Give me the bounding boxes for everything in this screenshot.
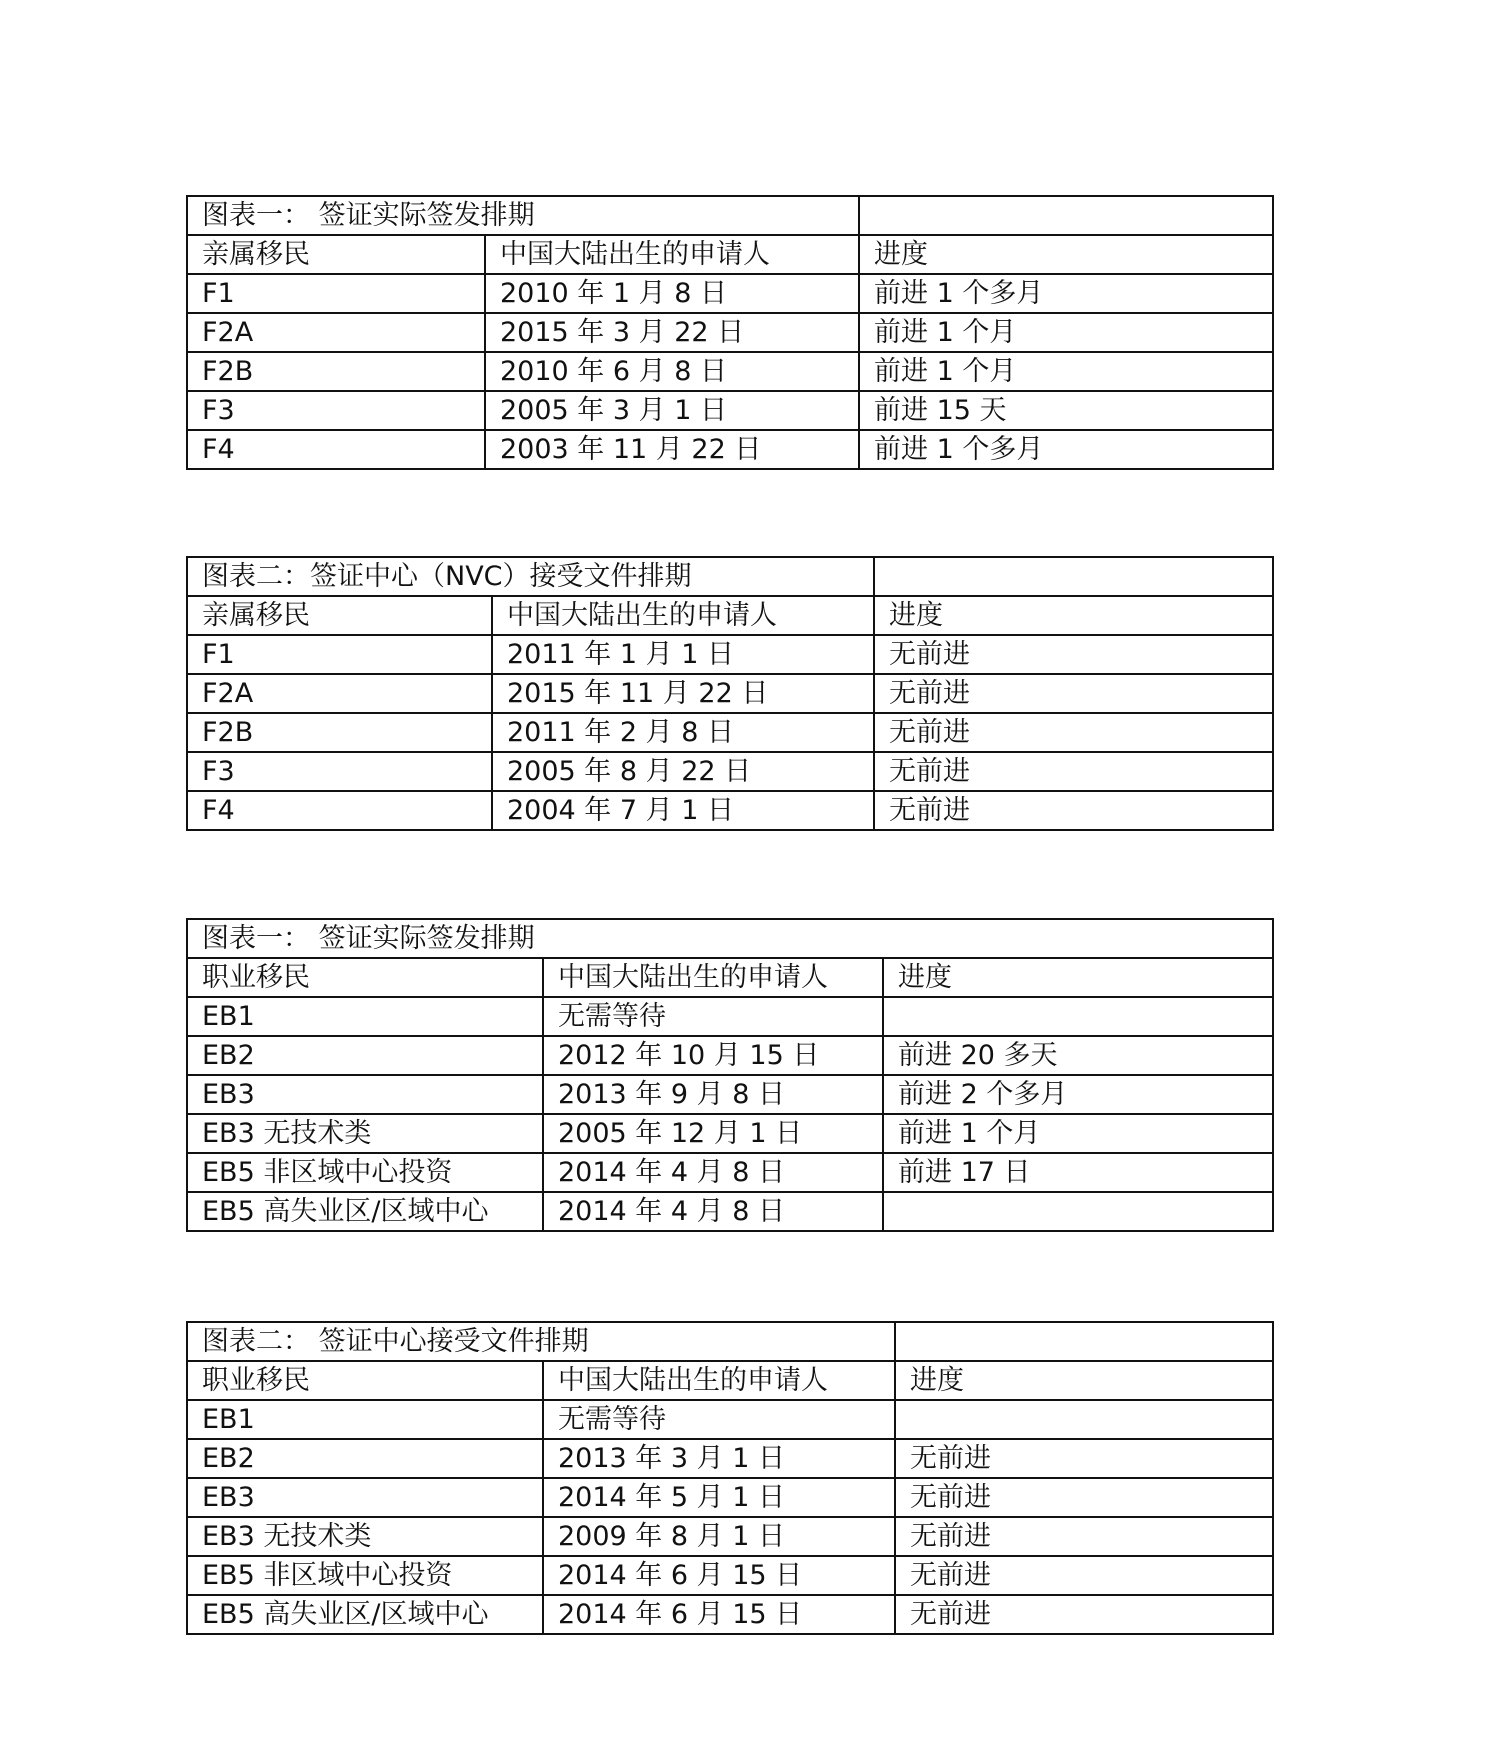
- progress-cell: 无前进: [874, 752, 1273, 791]
- progress-cell: 无前进: [895, 1478, 1273, 1517]
- table-title: 图表一： 签证实际签发排期: [187, 196, 859, 235]
- category-cell: F2A: [187, 313, 485, 352]
- column-header-progress: 进度: [859, 235, 1273, 274]
- progress-cell: 前进 20 多天: [883, 1036, 1273, 1075]
- table-row: [187, 1556, 1273, 1595]
- table-title-empty-cell: [859, 196, 1273, 235]
- table-row: [187, 1400, 1273, 1439]
- category-cell: EB5 非区域中心投资: [187, 1556, 543, 1595]
- progress-cell: 前进 17 日: [883, 1153, 1273, 1192]
- date-cell: 2005 年 8 月 22 日: [492, 752, 874, 791]
- column-header-applicant: 中国大陆出生的申请人: [543, 1361, 895, 1400]
- table-row: [187, 391, 1273, 430]
- table-row: [187, 313, 1273, 352]
- date-cell: 2014 年 4 月 8 日: [543, 1192, 883, 1231]
- table-row: [187, 1153, 1273, 1192]
- column-header-progress: 进度: [895, 1361, 1273, 1400]
- date-cell: 2011 年 1 月 1 日: [492, 635, 874, 674]
- category-cell: F3: [187, 752, 492, 791]
- category-cell: EB2: [187, 1439, 543, 1478]
- table-row: [187, 1517, 1273, 1556]
- progress-cell: 前进 2 个多月: [883, 1075, 1273, 1114]
- table-row: [187, 674, 1273, 713]
- date-cell: 2004 年 7 月 1 日: [492, 791, 874, 830]
- category-cell: F3: [187, 391, 485, 430]
- category-cell: EB2: [187, 1036, 543, 1075]
- category-cell: EB5 非区域中心投资: [187, 1153, 543, 1192]
- table-row: [187, 1075, 1273, 1114]
- column-header-applicant: 中国大陆出生的申请人: [485, 235, 859, 274]
- table-row: [187, 274, 1273, 313]
- table-header-row: [187, 958, 1273, 997]
- column-header-category: 亲属移民: [187, 596, 492, 635]
- date-cell: 2010 年 1 月 8 日: [485, 274, 859, 313]
- category-cell: F4: [187, 791, 492, 830]
- date-cell: 2014 年 5 月 1 日: [543, 1478, 895, 1517]
- category-cell: F1: [187, 635, 492, 674]
- date-cell: 2011 年 2 月 8 日: [492, 713, 874, 752]
- progress-cell: 前进 1 个月: [883, 1114, 1273, 1153]
- category-cell: EB3: [187, 1478, 543, 1517]
- table-title-empty-cell: [874, 557, 1273, 596]
- date-cell: 2010 年 6 月 8 日: [485, 352, 859, 391]
- family-nvc-filing-table: [186, 556, 1274, 831]
- category-cell: EB5 高失业区/区域中心: [187, 1192, 543, 1231]
- category-cell: F2B: [187, 713, 492, 752]
- column-header-category: 亲属移民: [187, 235, 485, 274]
- progress-cell: 无前进: [895, 1439, 1273, 1478]
- progress-cell: 无前进: [895, 1517, 1273, 1556]
- column-header-category: 职业移民: [187, 958, 543, 997]
- table-row: [187, 430, 1273, 469]
- date-cell: 2009 年 8 月 1 日: [543, 1517, 895, 1556]
- category-cell: EB3 无技术类: [187, 1517, 543, 1556]
- date-cell: 2013 年 3 月 1 日: [543, 1439, 895, 1478]
- table-row: [187, 1478, 1273, 1517]
- date-cell: 无需等待: [543, 997, 883, 1036]
- table-row: [187, 635, 1273, 674]
- table-row: [187, 1192, 1273, 1231]
- table-row: [187, 752, 1273, 791]
- category-cell: F2B: [187, 352, 485, 391]
- progress-cell: 无前进: [874, 791, 1273, 830]
- progress-cell: 前进 1 个月: [859, 313, 1273, 352]
- table-title: 图表二：签证中心（NVC）接受文件排期: [187, 557, 874, 596]
- table-row: [187, 1114, 1273, 1153]
- employment-nvc-filing-table: [186, 1321, 1274, 1635]
- date-cell: 无需等待: [543, 1400, 895, 1439]
- progress-cell: 前进 1 个多月: [859, 430, 1273, 469]
- column-header-progress: 进度: [883, 958, 1273, 997]
- table-row: [187, 352, 1273, 391]
- category-cell: EB3: [187, 1075, 543, 1114]
- table-header-row: [187, 235, 1273, 274]
- table-title: 图表二： 签证中心接受文件排期: [187, 1322, 895, 1361]
- progress-cell: 无前进: [874, 713, 1273, 752]
- date-cell: 2014 年 6 月 15 日: [543, 1595, 895, 1634]
- category-cell: F4: [187, 430, 485, 469]
- progress-cell: 无前进: [895, 1595, 1273, 1634]
- table-title-row: [187, 196, 1273, 235]
- progress-cell: [883, 997, 1273, 1036]
- table-row: [187, 1439, 1273, 1478]
- date-cell: 2015 年 11 月 22 日: [492, 674, 874, 713]
- category-cell: F2A: [187, 674, 492, 713]
- table-header-row: [187, 1361, 1273, 1400]
- table-row: [187, 1595, 1273, 1634]
- category-cell: EB5 高失业区/区域中心: [187, 1595, 543, 1634]
- category-cell: EB1: [187, 1400, 543, 1439]
- progress-cell: 前进 1 个多月: [859, 274, 1273, 313]
- category-cell: EB1: [187, 997, 543, 1036]
- date-cell: 2005 年 3 月 1 日: [485, 391, 859, 430]
- table-row: [187, 1036, 1273, 1075]
- date-cell: 2012 年 10 月 15 日: [543, 1036, 883, 1075]
- progress-cell: [883, 1192, 1273, 1231]
- table-title-row: [187, 1322, 1273, 1361]
- table-title-empty-cell: [895, 1322, 1273, 1361]
- column-header-category: 职业移民: [187, 1361, 543, 1400]
- progress-cell: 无前进: [895, 1556, 1273, 1595]
- table-title: 图表一： 签证实际签发排期: [187, 919, 1273, 958]
- progress-cell: 前进 15 天: [859, 391, 1273, 430]
- date-cell: 2014 年 6 月 15 日: [543, 1556, 895, 1595]
- date-cell: 2013 年 9 月 8 日: [543, 1075, 883, 1114]
- progress-cell: 前进 1 个月: [859, 352, 1273, 391]
- category-cell: EB3 无技术类: [187, 1114, 543, 1153]
- table-title-row: [187, 919, 1273, 958]
- column-header-applicant: 中国大陆出生的申请人: [492, 596, 874, 635]
- progress-cell: 无前进: [874, 635, 1273, 674]
- table-row: [187, 713, 1273, 752]
- progress-cell: 无前进: [874, 674, 1273, 713]
- date-cell: 2005 年 12 月 1 日: [543, 1114, 883, 1153]
- table-header-row: [187, 596, 1273, 635]
- table-row: [187, 997, 1273, 1036]
- date-cell: 2014 年 4 月 8 日: [543, 1153, 883, 1192]
- family-visa-bulletin-table: [186, 195, 1274, 470]
- date-cell: 2003 年 11 月 22 日: [485, 430, 859, 469]
- table-title-row: [187, 557, 1273, 596]
- table-row: [187, 791, 1273, 830]
- column-header-progress: 进度: [874, 596, 1273, 635]
- category-cell: F1: [187, 274, 485, 313]
- employment-visa-bulletin-table: [186, 918, 1274, 1232]
- column-header-applicant: 中国大陆出生的申请人: [543, 958, 883, 997]
- date-cell: 2015 年 3 月 22 日: [485, 313, 859, 352]
- progress-cell: [895, 1400, 1273, 1439]
